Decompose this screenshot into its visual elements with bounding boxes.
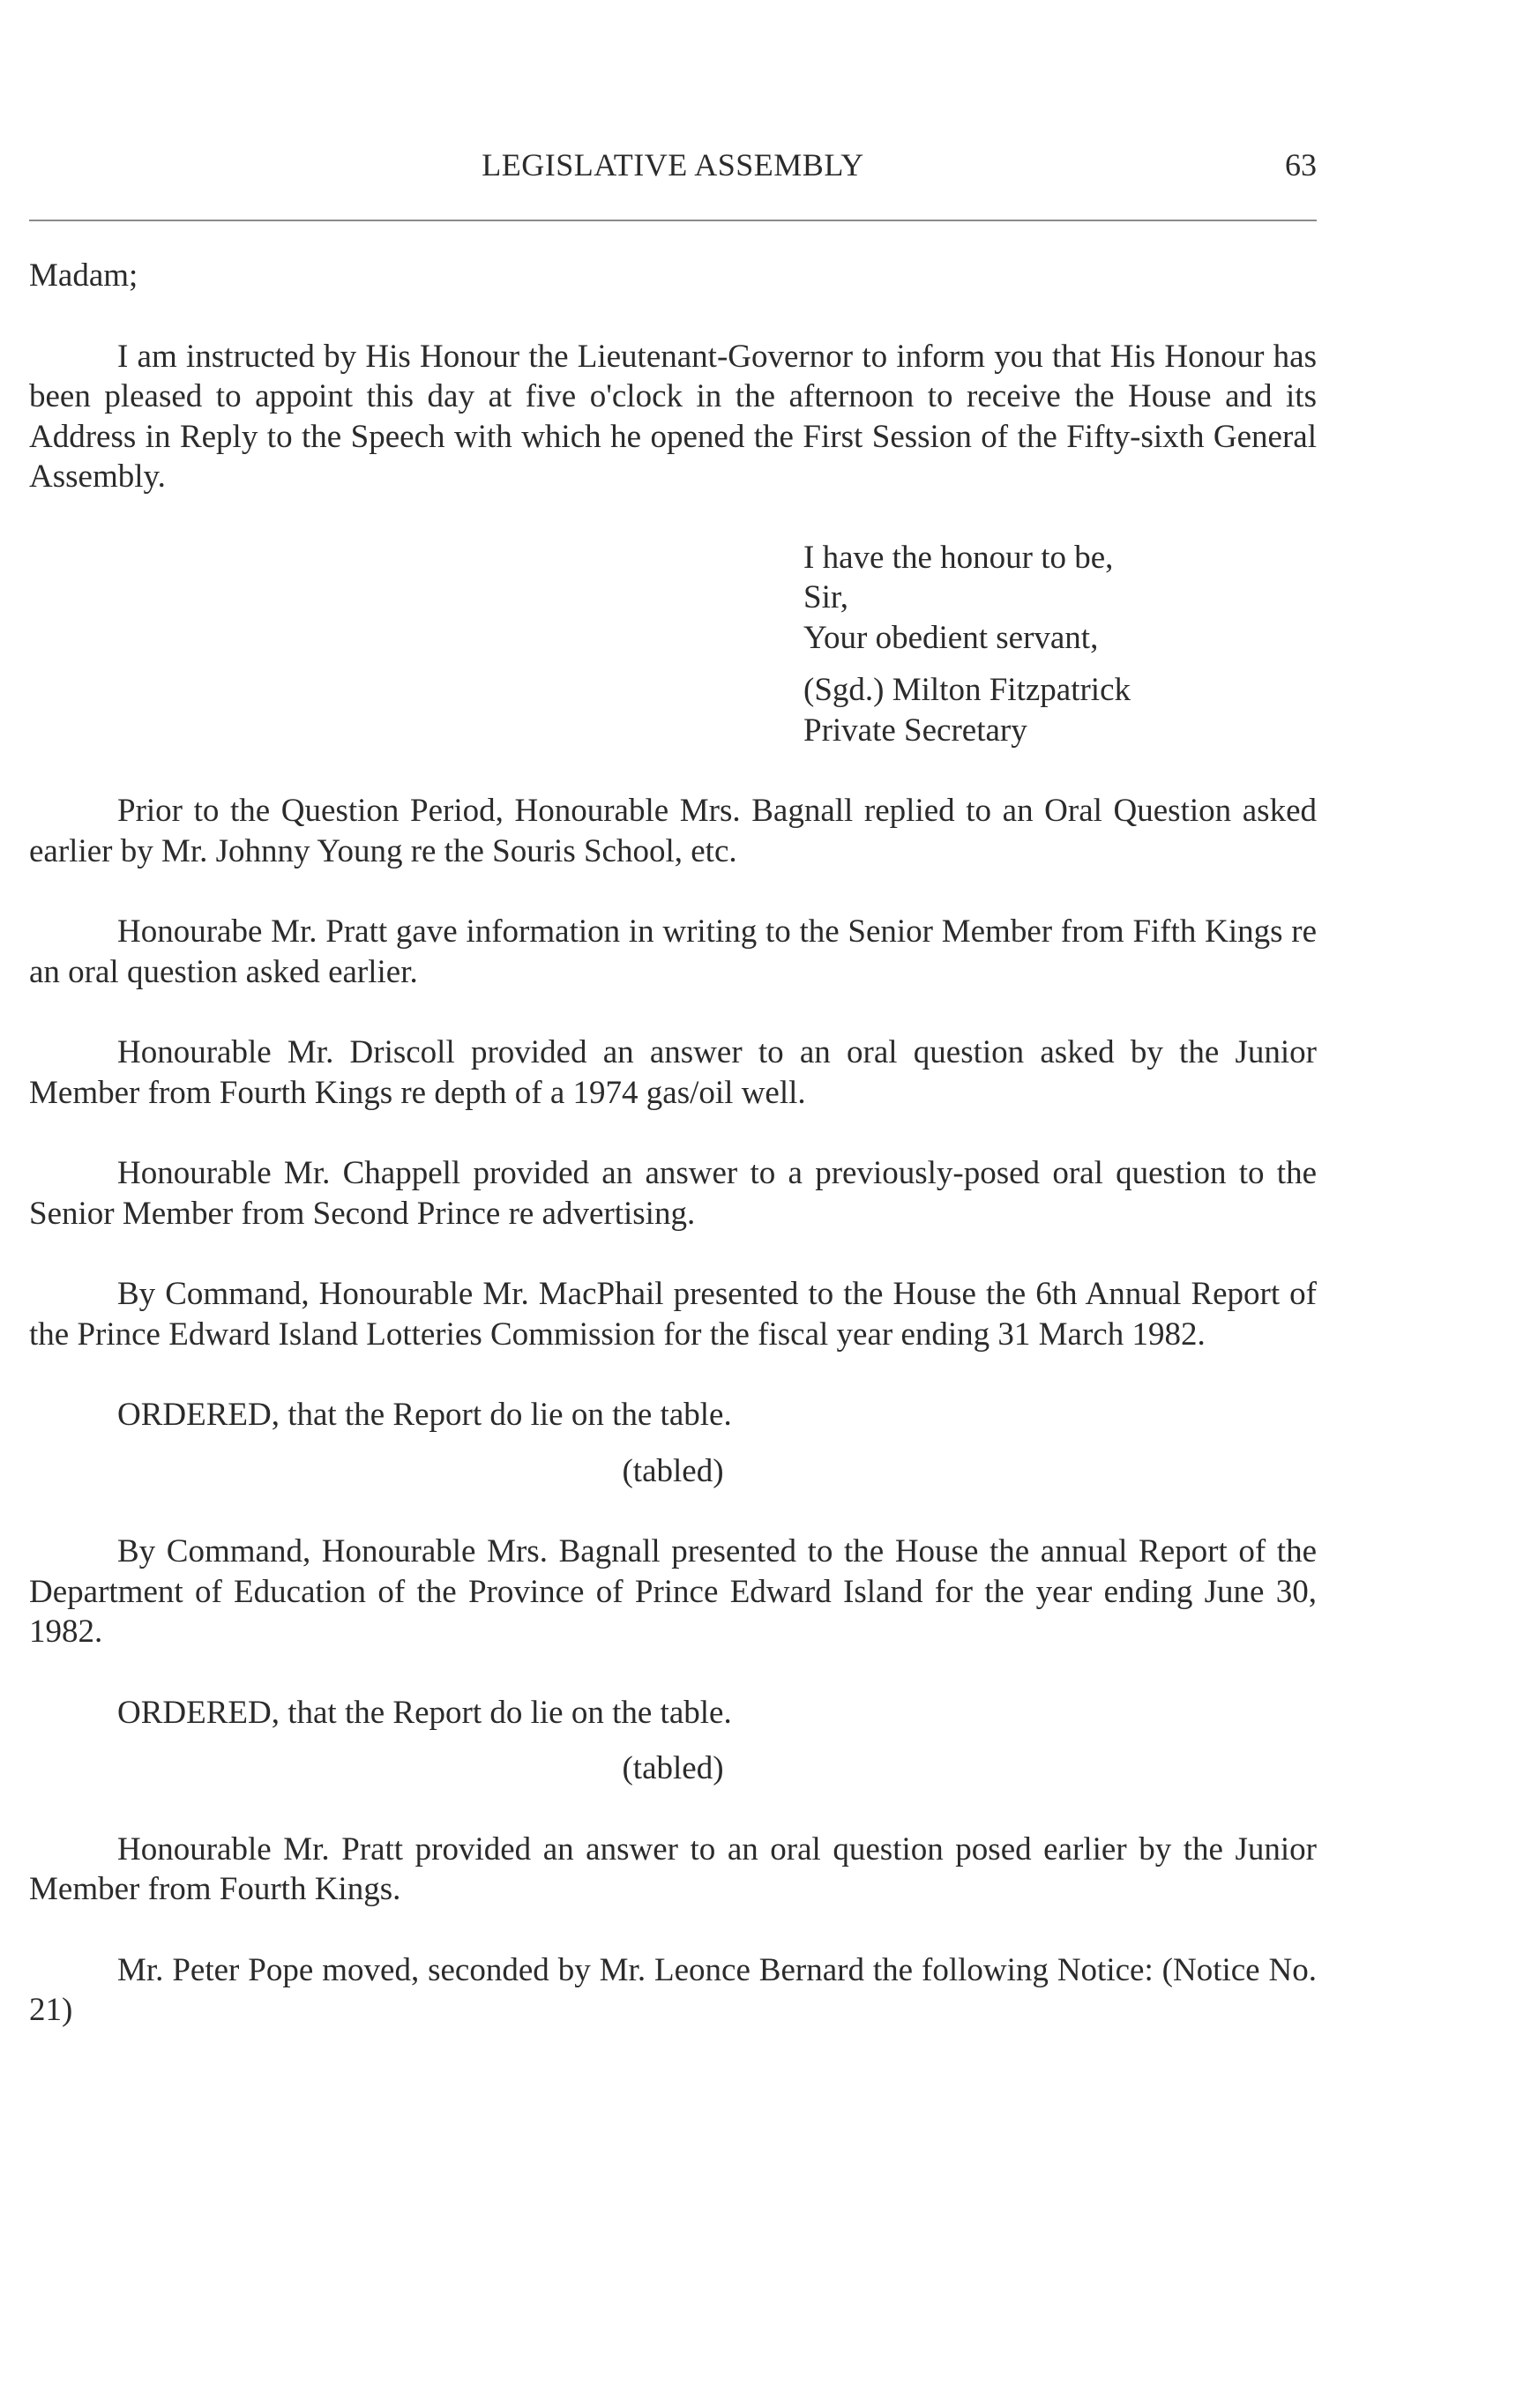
tabled-note: (tabled) bbox=[622, 1750, 724, 1786]
document-body bbox=[29, 256, 1317, 2031]
paragraph: Honourable Mr. Pratt provided an answer to an oral question posed earlier by the Junior Member from Fourth Kings. bbox=[29, 1830, 1317, 1907]
closing-line: Sir, bbox=[803, 579, 848, 615]
closing-line: I have the honour to be, bbox=[803, 539, 1114, 576]
header-rule bbox=[29, 220, 1317, 221]
paragraph: By Command, Honourable Mrs. Bagnall presented to the House the annual Report of the Department of Education of the Province of Prince Edward Island for the year ending June 30, 1982. bbox=[29, 1533, 1317, 1650]
paragraph: Honourable Mr. Chappell provided an answer to a previously-posed oral question to the Senior Member from Second Prince re advertising. bbox=[29, 1155, 1317, 1232]
paragraph: Mr. Peter Pope moved, seconded by Mr. Leonce Bernard the following Notice: (Notice No. 21) bbox=[29, 1951, 1317, 2028]
paragraph: Honourabe Mr. Pratt gave information in writing to the Senior Member from Fifth Kings re an oral question asked earlier. bbox=[29, 913, 1317, 990]
letter-salutation: Madam; bbox=[29, 257, 138, 294]
header-title: LEGISLATIVE ASSEMBLY bbox=[482, 147, 864, 183]
paragraph: Honourable Mr. Driscoll provided an answer to an oral question asked by the Junior Member from Fourth Kings re depth of a 1974 gas/oil well. bbox=[29, 1034, 1317, 1111]
ordered-paragraph: ORDERED, that the Report do lie on the table. bbox=[117, 1694, 732, 1731]
signature-name: (Sgd.) Milton Fitzpatrick bbox=[803, 672, 1131, 708]
signature-title: Private Secretary bbox=[803, 712, 1027, 749]
ordered-paragraph: ORDERED, that the Report do lie on the table. bbox=[117, 1397, 732, 1433]
paragraph: By Command, Honourable Mr. MacPhail presented to the House the 6th Annual Report of the Prince Edward Island Lotteries Commission for the fiscal year ending 31 March 1982. bbox=[29, 1276, 1317, 1353]
paragraph: Prior to the Question Period, Honourable Mrs. Bagnall replied to an Oral Question asked earlier by Mr. Johnny Young re the Souris School, etc. bbox=[29, 793, 1317, 869]
letter-body: I am instructed by His Honour the Lieutenant-Governor to inform you that His Honour has been pleased to appoint this day at five o'clock in the afternoon to receive the House and its Address in Reply to the Speech with which he opened the First Session of the Fifty-sixth General Assembly. bbox=[29, 338, 1317, 495]
running-header bbox=[29, 145, 1317, 198]
letter-closing bbox=[803, 538, 1317, 751]
tabled-note: (tabled) bbox=[622, 1452, 724, 1489]
closing-line: Your obedient servant, bbox=[803, 619, 1099, 656]
page-number: 63 bbox=[1285, 147, 1317, 183]
